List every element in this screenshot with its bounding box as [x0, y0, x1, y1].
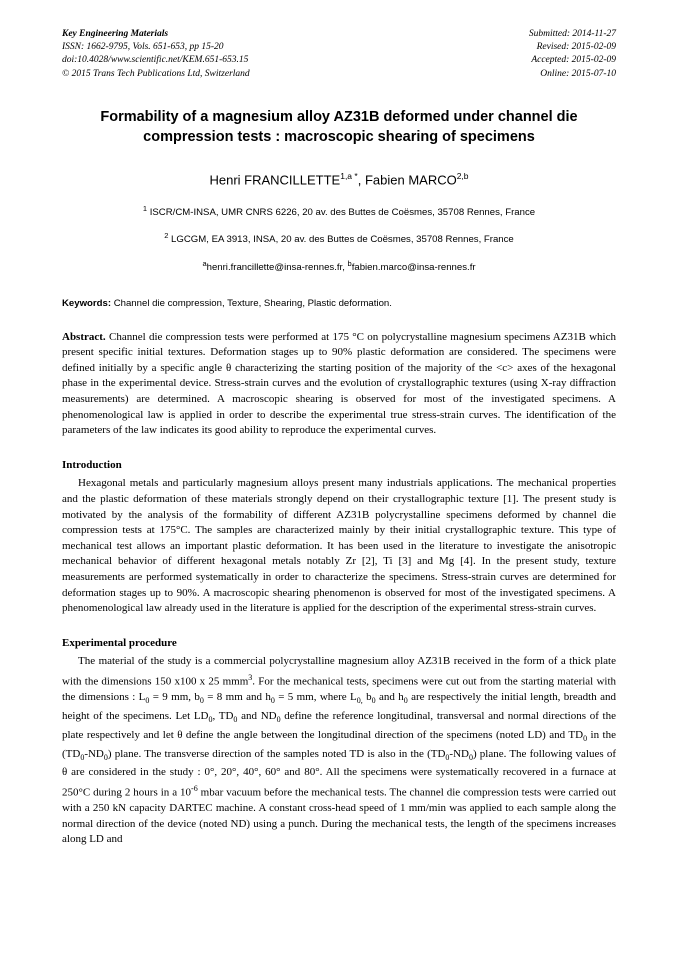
- exp-sub-3: 0: [270, 696, 275, 706]
- exp-text-3: = 9 mm, b: [149, 691, 200, 704]
- affiliation-1: [62, 202, 616, 220]
- page-title: Formability of a magnesium alloy AZ31B deformed under channel die compression tests : macroscopic shearing of specimens: [100, 108, 578, 145]
- author-separator: ,: [357, 172, 365, 188]
- exp-text-7: and h: [375, 691, 404, 704]
- exp-text-2: . For the mechanical tests, specimens were cut out from the starting material with the dimensions : L: [62, 675, 617, 704]
- exp-text-5: = 5 mm, where L: [274, 691, 357, 704]
- exp-text-9: , TD: [212, 710, 234, 723]
- submitted-date: Submitted: 2014-11-27: [528, 29, 616, 39]
- exp-text-15: -ND: [449, 747, 469, 760]
- section-heading-introduction: Introduction: [62, 458, 122, 471]
- exp-sub-1: 0: [145, 696, 150, 706]
- keywords-value: Channel die compression, Texture, Shearing, Plastic deformation.: [111, 297, 392, 309]
- email-a-marker: a: [202, 258, 207, 268]
- abstract-block: [62, 330, 616, 439]
- masthead: [62, 28, 616, 81]
- author-1-name: Henri FRANCILLETTE: [209, 172, 341, 188]
- affiliation-2-marker: 2: [164, 231, 169, 241]
- exp-sub-5: 0: [371, 696, 376, 706]
- exp-text-14: ) plane. The transverse direction of the samples noted TD is also in the (TD: [107, 747, 446, 760]
- exp-sub-8: 0: [233, 715, 238, 725]
- accepted-date: Accepted: 2015-02-09: [531, 55, 616, 66]
- affiliation-2: [62, 229, 616, 247]
- email-b-marker: b: [347, 258, 352, 268]
- exp-sub-10: 0: [583, 733, 588, 743]
- exp-text-12: in the (TD: [62, 728, 616, 760]
- author-2-affil-marker: 2,b: [456, 170, 469, 181]
- email-b[interactable]: fabien.marco@insa-rennes.fr: [351, 261, 476, 273]
- exp-text-16: ) plane. The following values of θ are considered in the study : 0°, 20°, 40°, 60° and 80°. All the specimens were systematically recovered in a furnace at 250°C during 2 hours in a 10: [62, 747, 616, 799]
- abstract-text: Channel die compression tests were performed at 175 °C on polycrystalline magnesium specimens AZ31B which present specific initial textures. Deformation stages up to 90% plastic deformation are considered. The specimens were defined initially by a specific angle θ characterizing the starting position of the majority of the <c> axes of the hexagonal phase in the experimental device. Stress-strain curves and the evolution of crystallographic textures (using X-ray diffraction measurements) are determined. A macroscopic shearing is observed for most of the investigated specimens. A phenomenological law is applied in order to describe the experimental true stress-strain curves. The identification of the parameters of the law indicates its good ability to reproduce the experimental curves.: [62, 330, 616, 437]
- exp-sub-13: 0: [445, 752, 450, 762]
- exp-text-17: mbar vacuum before the mechanical tests. The channel die compression tests were carried out with a 250 kN capacity DARTEC machine. A constant cross-head speed of 1 mm/min was applied to each sample along the normal direction of the device (noted ND) using a punch. During the mechanical tests, the length of the specimens increases along LD and: [62, 786, 617, 846]
- section-paragraph-introduction: Hexagonal metals and particularly magnesium alloys present many industrials applications. The mechanical properties and the plastic deformation of these materials strongly depend on their crystallographic texture [1]. The present study is motivated by the analysis of the formability of different AZ31B polycrystalline specimens deformed by channel die compression tests at 175°C. The samples are characterized mainly by their initial crystallographic texture. This type of mechanical test allows an important plastic deformation. It has been used in the literature to investigate the anisotropic mechanical behavior of different hexagonal metals notably Zr [2], Ti [3] and Mg [4]. In the present study, texture measurements are performed systematically in order to characterize the specimens. Stress-strain curves are determined for deformation stages up to 90%. A macroscopic shearing phenomenon is observed for most of the investigated specimens. A phenomenological law already used in the literature is applied for the description of the experimental stress-strain curves.: [62, 477, 616, 615]
- author-list: [62, 167, 616, 189]
- affiliation-1-marker: 1: [142, 204, 148, 214]
- section-paragraph-experimental: [62, 654, 616, 848]
- masthead-right: [529, 28, 616, 81]
- author-1-affil-marker: 1,a *: [340, 170, 358, 181]
- exp-text-8: are respectively the initial length, breadth and height of the specimens. Let LD: [62, 691, 616, 723]
- exp-sub-12: 0: [103, 752, 108, 762]
- keywords-line: [62, 297, 616, 311]
- author-emails: [62, 257, 616, 275]
- masthead-left: [62, 28, 250, 81]
- abstract-label: Abstract.: [62, 330, 106, 343]
- exp-text-13: -ND: [84, 747, 104, 760]
- doi-line: doi:10.4028/www.scientific.net/KEM.651-653.15: [62, 55, 249, 66]
- exp-sub-7: 0: [208, 715, 213, 725]
- email-a[interactable]: henri.francillette@insa-rennes.fr,: [206, 261, 348, 273]
- exp-sub-14: 0: [468, 752, 473, 762]
- section-heading-experimental: Experimental procedure: [62, 636, 177, 649]
- exp-sub-2: 0: [199, 696, 204, 706]
- exp-text-6: b: [362, 691, 372, 704]
- issn-line: ISSN: 1662-9795, Vols. 651-653, pp 15-20: [62, 42, 224, 53]
- revised-date: Revised: 2015-02-09: [536, 42, 616, 53]
- exp-text-4: = 8 mm and h: [203, 691, 271, 704]
- exp-text-10: and ND: [237, 710, 277, 723]
- exp-sub-11: 0: [80, 752, 85, 762]
- author-2-name: Fabien MARCO: [364, 172, 457, 188]
- exp-text-11: define the reference longitudinal, transversal and normal directions of the plate respectively and let θ define the angle between the longitudinal direction of the specimens (noted LD) and TD: [62, 710, 616, 741]
- exp-sub-9: 0: [276, 715, 281, 725]
- online-date: Online: 2015-07-10: [540, 68, 616, 79]
- affiliation-1-text: ISCR/CM-INSA, UMR CNRS 6226, 20 av. des Buttes de Coësmes, 35708 Rennes, France: [147, 207, 536, 219]
- exp-sup-2: -6: [191, 783, 198, 793]
- exp-sup-1: 3: [248, 672, 253, 682]
- keywords-label: Keywords:: [62, 297, 112, 309]
- exp-sub-4: 0,: [356, 696, 363, 706]
- affiliation-2-text: LGCGM, EA 3913, INSA, 20 av. des Buttes de Coësmes, 35708 Rennes, France: [168, 234, 514, 246]
- exp-text-1: The material of the study is a commercial polycrystalline magnesium alloy AZ31B received in the form of a thick plate with the dimensions 150 x100 x 25 mmm: [62, 655, 616, 688]
- journal-name: Key Engineering Materials: [62, 29, 169, 39]
- exp-sub-6: 0: [403, 696, 408, 706]
- copyright-line: © 2015 Trans Tech Publications Ltd, Switzerland: [62, 68, 250, 79]
